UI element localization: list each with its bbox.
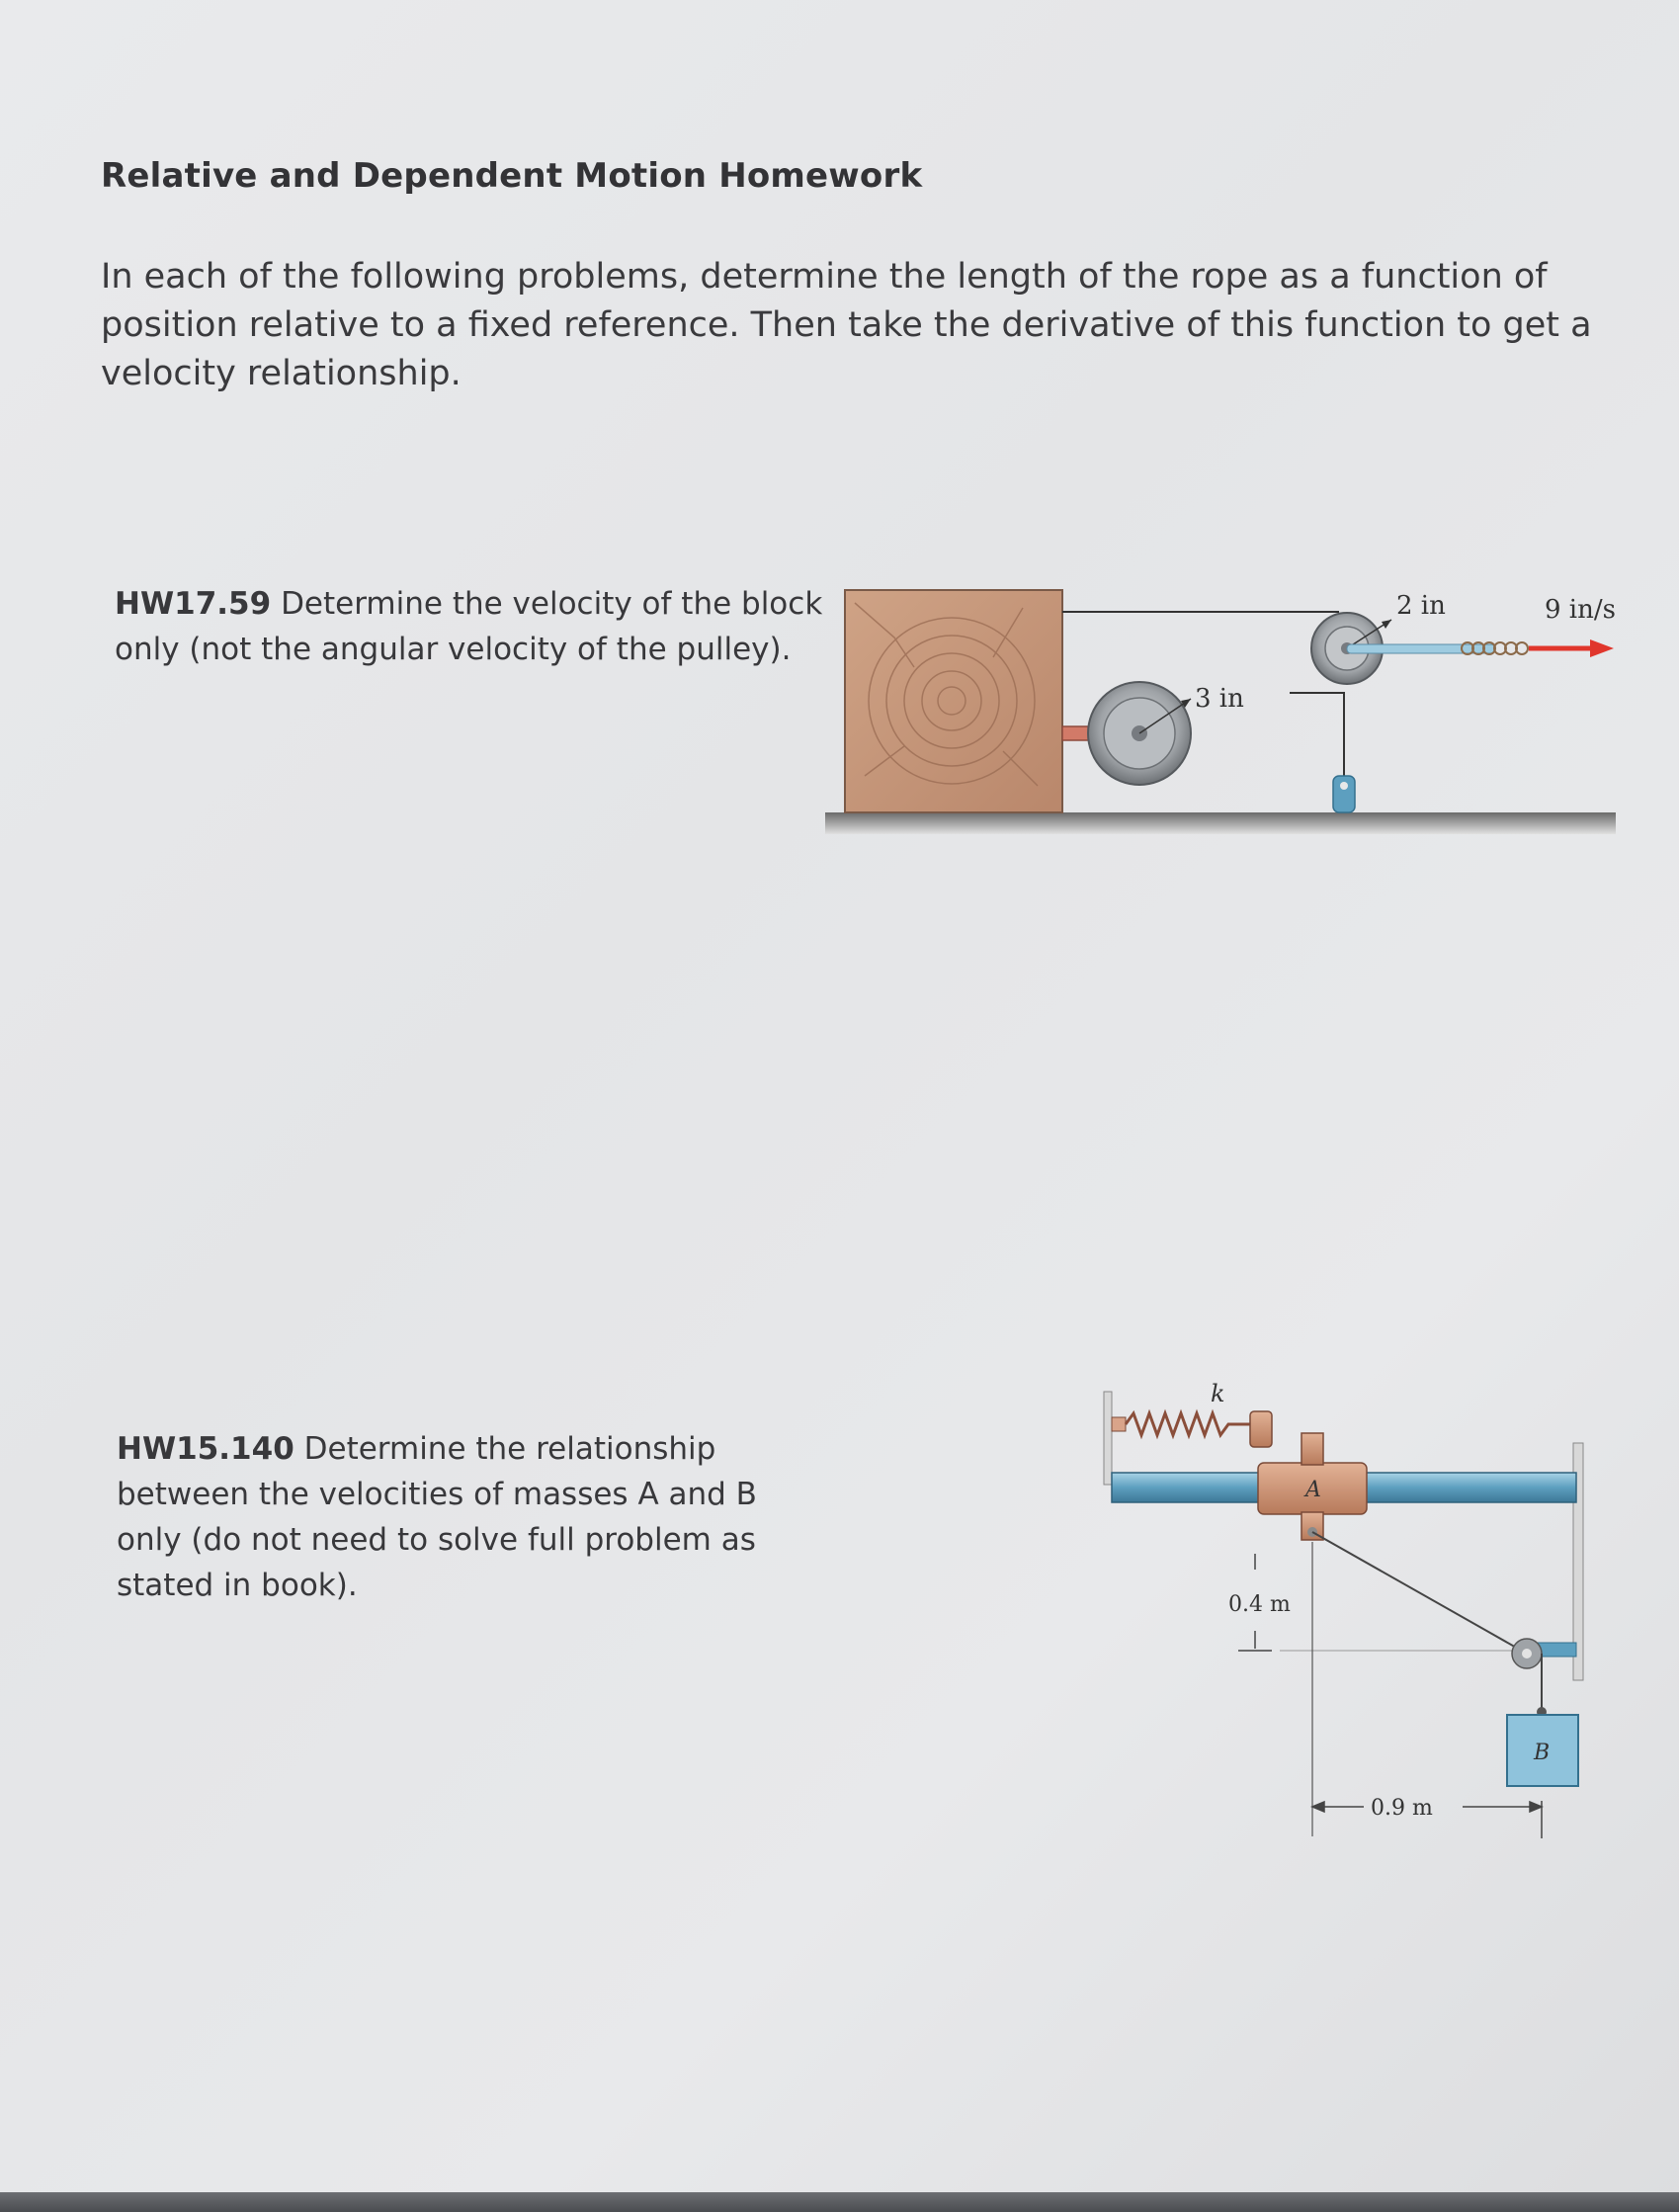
- large-pulley: [1088, 682, 1191, 785]
- rope-speed-label: 9 in/s: [1545, 595, 1616, 625]
- page-title: Relative and Dependent Motion Homework: [101, 156, 923, 196]
- problem-text: Determine the velocity of the block only (not the angular velocity of the pulley).: [115, 586, 823, 667]
- block-pulley-figure: [825, 578, 1621, 855]
- collar-a: [1250, 1411, 1367, 1540]
- bottom-edge: [0, 2192, 1679, 2212]
- problem-id: HW17.59: [115, 586, 272, 622]
- horizontal-dim-label: 0.9 m: [1371, 1796, 1433, 1821]
- wooden-block: [845, 590, 1062, 812]
- problem-hw17-59: [115, 581, 826, 672]
- ground-surface: [825, 812, 1616, 834]
- problem-id: HW15.140: [117, 1431, 294, 1467]
- pulley-b: [1512, 1639, 1576, 1717]
- outer-radius-label: 2 in: [1396, 591, 1446, 621]
- inner-radius-label: 3 in: [1195, 684, 1244, 714]
- problem-hw15-140: [117, 1426, 808, 1608]
- ground-anchor: [1333, 776, 1355, 812]
- spring: [1112, 1413, 1262, 1435]
- vertical-dim-label: 0.4 m: [1228, 1592, 1291, 1617]
- mass-b-label: B: [1534, 1741, 1551, 1765]
- left-support: [1104, 1392, 1112, 1485]
- intro-paragraph: In each of the following problems, determine the length of the rope as a function of position relative to a fixed reference. Then take the derivative of this function to get a velocity relationship.: [101, 257, 1592, 393]
- velocity-arrow: [1529, 639, 1614, 657]
- problem-text: Determine the relationship between the velocities of masses A and B only (do not need to solve full problem as stated in book).: [117, 1431, 757, 1603]
- spring-constant-label: k: [1211, 1380, 1225, 1407]
- mass-a-label: A: [1305, 1478, 1321, 1502]
- rope-coil: [1462, 642, 1528, 654]
- collar-mass-figure: [1092, 1374, 1611, 1858]
